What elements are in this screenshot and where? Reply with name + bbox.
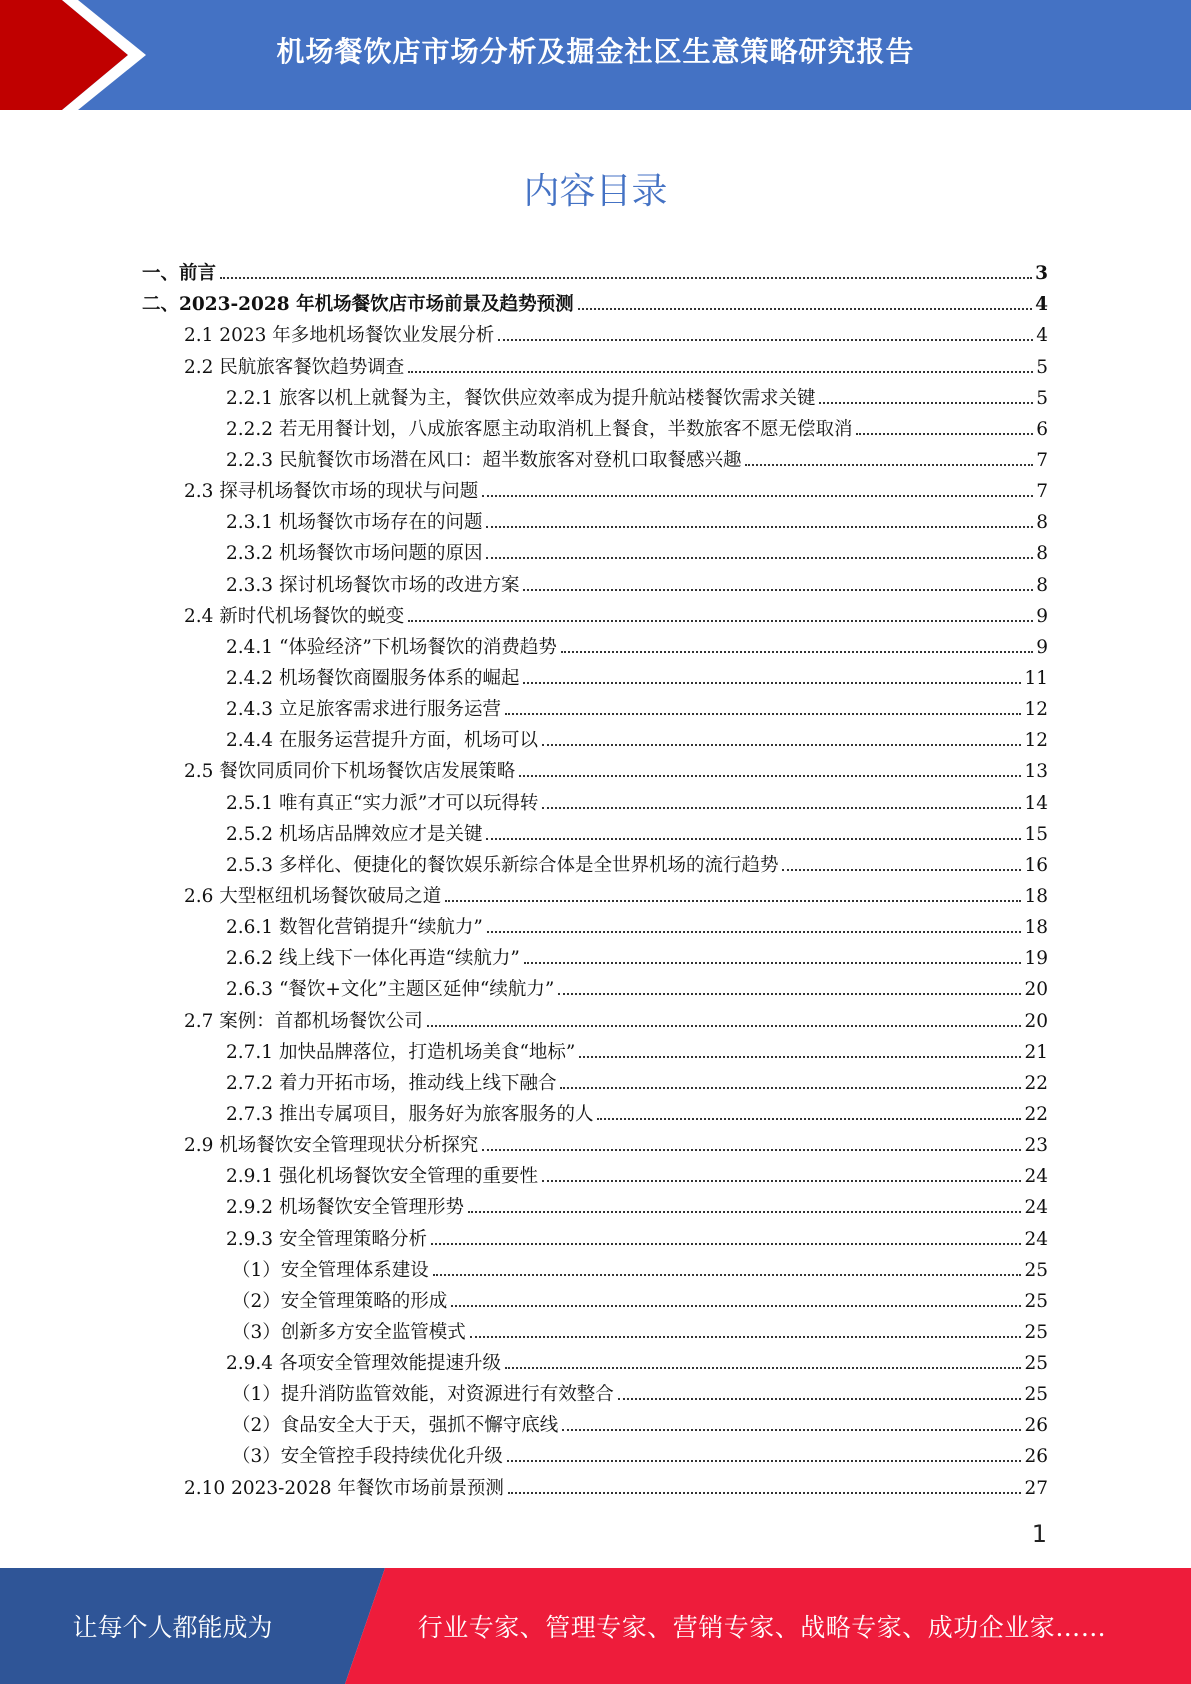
toc-entry-page: 25 [1024,1384,1048,1406]
toc-entry-title: 2.9.3 安全管理策略分析 [226,1228,427,1250]
toc-entry[interactable] [142,1468,1048,1499]
toc-entry-page: 9 [1036,605,1048,627]
toc-entry-title: （1）安全管理体系建设 [232,1259,429,1281]
toc-entry-page: 21 [1024,1041,1048,1063]
toc-entry-title: 2.7 案例：首都机场餐饮公司 [184,1010,423,1032]
toc-leader-dots [220,277,1032,279]
toc-entry[interactable] [142,815,1048,846]
toc-entry-page: 26 [1024,1415,1048,1437]
toc-entry[interactable] [142,690,1048,721]
toc-entry[interactable] [142,1157,1048,1188]
toc-entry-page: 11 [1024,667,1048,689]
toc-entry[interactable] [142,1282,1048,1313]
toc-leader-dots [445,900,1021,902]
toc-entry-page: 13 [1024,761,1048,783]
toc-entry-page: 24 [1024,1228,1048,1250]
toc-leader-dots [558,993,1021,995]
toc-leader-dots [578,308,1033,310]
toc-entry[interactable] [142,1219,1048,1250]
toc-leader-dots [505,713,1021,715]
toc-leader-dots [470,1336,1022,1338]
toc-entry-title: 2.6 大型枢纽机场餐饮破局之道 [184,885,442,907]
toc-leader-dots [427,1025,1022,1027]
toc-leader-dots [482,495,1033,497]
toc-entry-title: （3）安全管控手段持续优化升级 [232,1446,503,1468]
toc-entry-title: 2.5 餐饮同质同价下机场餐饮店发展策略 [184,761,516,783]
document-title: 机场餐饮店市场分析及掘金社区生意策略研究报告 [276,35,915,68]
toc-leader-dots [745,464,1033,466]
toc-entry[interactable] [142,534,1048,565]
toc-entry[interactable] [142,659,1048,690]
toc-entry-page: 8 [1036,574,1048,596]
toc-entry[interactable] [142,379,1048,410]
toc-entry-page: 14 [1024,792,1048,814]
toc-entry-title: （3）创新多方安全监管模式 [232,1321,466,1343]
toc-entry-title: 2.9 机场餐饮安全管理现状分析探究 [184,1135,479,1157]
footer-slogan-left: 让每个人都能成为 [72,1613,273,1642]
toc-entry-title: 2.9.4 各项安全管理效能提速升级 [226,1353,501,1375]
toc-entry-page: 16 [1024,854,1048,876]
toc-leader-dots [782,869,1021,871]
toc-entry-page: 4 [1035,294,1048,316]
toc-entry-page: 20 [1024,1010,1048,1032]
toc-entry[interactable] [142,877,1048,908]
toc-leader-dots [482,1149,1021,1151]
toc-leader-dots [579,1056,1021,1058]
toc-entry-title: 2.9.2 机场餐饮安全管理形势 [226,1197,464,1219]
toc-entry-title: 2.6.3 “餐饮+文化”主题区延伸“续航力” [226,979,555,1001]
toc-entry[interactable] [142,503,1048,534]
toc-entry-title: 2.1 2023 年多地机场餐饮业发展分析 [184,325,495,347]
toc-leader-dots [408,620,1033,622]
toc-entry-title: 2.4 新时代机场餐饮的蜕变 [184,605,405,627]
toc-leader-dots [542,1180,1021,1182]
toc-entry[interactable] [142,254,1048,285]
toc-entry-page: 22 [1024,1072,1048,1094]
toc-entry-title: 2.2.2 若无用餐计划，八成旅客愿主动取消机上餐食，半数旅客不愿无偿取消 [226,418,853,440]
page-header [0,0,1191,110]
toc-leader-dots [431,1243,1021,1245]
toc-entry[interactable] [142,316,1048,347]
toc-entry-title: 2.9.1 强化机场餐饮安全管理的重要性 [226,1166,538,1188]
toc-leader-dots [433,1274,1022,1276]
toc-entry[interactable] [142,846,1048,877]
toc-entry-page: 25 [1024,1321,1048,1343]
toc-leader-dots [560,1087,1021,1089]
toc-entry-title: 二、2023-2028 年机场餐饮店市场前景及趋势预测 [142,294,574,316]
toc-leader-dots [451,1305,1021,1307]
toc-entry[interactable] [142,628,1048,659]
toc-entry-page: 8 [1036,512,1048,534]
toc-entry-title: 2.6.2 线上线下一体化再造“续航力” [226,948,520,970]
toc-entry[interactable] [142,1344,1048,1375]
toc-leader-dots [507,1460,1022,1462]
toc-entry-page: 5 [1036,387,1048,409]
toc-leader-dots [408,371,1033,373]
toc-entry[interactable] [142,1437,1048,1468]
toc-leader-dots [487,931,1022,933]
toc-entry-page: 25 [1024,1290,1048,1312]
toc-leader-dots [523,589,1033,591]
toc-entry-title: 2.7.1 加快品牌落位，打造机场美食“地标” [226,1041,576,1063]
toc-entry-title: 2.2.1 旅客以机上就餐为主，餐饮供应效率成为提升航站楼餐饮需求关键 [226,387,816,409]
toc-entry-title: 2.3.2 机场餐饮市场问题的原因 [226,543,483,565]
toc-entry-title: （2）安全管理策略的形成 [232,1290,448,1312]
toc-entry-title: （1）提升消防监管效能，对资源进行有效整合 [232,1384,614,1406]
table-of-contents [142,254,1048,1500]
toc-entry-page: 15 [1024,823,1048,845]
toc-entry[interactable] [142,1126,1048,1157]
toc-entry-page: 7 [1036,481,1048,503]
toc-entry[interactable] [142,597,1048,628]
toc-entry-page: 4 [1036,325,1048,347]
toc-entry[interactable] [142,752,1048,783]
toc-leader-dots [498,339,1033,341]
toc-entry-title: 2.2.3 民航餐饮市场潜在风口：超半数旅客对登机口取餐感兴趣 [226,449,742,471]
toc-entry-page: 27 [1024,1477,1048,1499]
toc-entry-title: 一、前言 [142,263,217,285]
footer-slogan-right: 行业专家、管理专家、营销专家、战略专家、成功企业家…… [417,1613,1107,1642]
toc-entry[interactable] [142,783,1048,814]
toc-leader-dots [562,1429,1021,1431]
toc-leader-dots [597,1118,1021,1120]
toc-leader-dots [505,1367,1021,1369]
toc-entry-title: （2）食品安全大于天，强抓不懈守底线 [232,1415,559,1437]
toc-entry-page: 24 [1024,1197,1048,1219]
page-number: 1 [1031,1520,1047,1548]
page-footer [0,1568,1191,1684]
toc-entry[interactable] [142,410,1048,441]
toc-leader-dots [524,962,1022,964]
toc-entry-title: 2.4.2 机场餐饮商圈服务体系的崛起 [226,667,520,689]
toc-entry-title: 2.4.1 “体验经济”下机场餐饮的消费趋势 [226,636,557,658]
toc-entry-page: 19 [1024,948,1048,970]
toc-leader-dots [468,1211,1021,1213]
toc-leader-dots [856,433,1033,435]
toc-entry-title: 2.4.3 立足旅客需求进行服务运营 [226,699,501,721]
toc-entry-title: 2.3 探寻机场餐饮市场的现状与问题 [184,481,479,503]
toc-entry-page: 26 [1024,1446,1048,1468]
toc-entry-page: 3 [1035,263,1048,285]
toc-leader-dots [519,775,1021,777]
toc-heading: 内容目录 [523,171,668,212]
toc-entry[interactable] [142,1033,1048,1064]
toc-entry[interactable] [142,1313,1048,1344]
toc-entry-page: 6 [1036,418,1048,440]
toc-entry[interactable] [142,347,1048,378]
toc-entry-page: 12 [1024,730,1048,752]
toc-entry-title: 2.5.3 多样化、便捷化的餐饮娱乐新综合体是全世界机场的流行趋势 [226,854,779,876]
toc-entry-page: 9 [1036,636,1048,658]
toc-entry-title: 2.4.4 在服务运营提升方面，机场可以 [226,730,538,752]
toc-entry-page: 22 [1024,1103,1048,1125]
toc-entry[interactable] [142,565,1048,596]
toc-leader-dots [486,557,1033,559]
toc-leader-dots [508,1492,1022,1494]
toc-entry[interactable] [142,1375,1048,1406]
toc-entry-page: 18 [1024,917,1048,939]
toc-entry-title: 2.7.3 推出专属项目，服务好为旅客服务的人 [226,1103,594,1125]
toc-entry-title: 2.5.2 机场店品牌效应才是关键 [226,823,483,845]
toc-entry[interactable] [142,1251,1048,1282]
toc-entry-page: 12 [1024,699,1048,721]
toc-entry[interactable] [142,1001,1048,1032]
toc-entry-page: 24 [1024,1166,1048,1188]
toc-entry[interactable] [142,285,1048,316]
toc-leader-dots [523,682,1021,684]
toc-leader-dots [618,1398,1022,1400]
toc-entry-title: 2.10 2023-2028 年餐饮市场前景预测 [184,1477,504,1499]
toc-entry[interactable] [142,1188,1048,1219]
toc-entry[interactable] [142,441,1048,472]
toc-entry[interactable] [142,908,1048,939]
toc-entry[interactable] [142,939,1048,970]
toc-entry[interactable] [142,1406,1048,1437]
toc-entry-title: 2.7.2 着力开拓市场，推动线上线下融合 [226,1072,557,1094]
toc-entry-title: 2.3.3 探讨机场餐饮市场的改进方案 [226,574,520,596]
toc-entry[interactable] [142,970,1048,1001]
toc-leader-dots [542,807,1021,809]
toc-entry[interactable] [142,472,1048,503]
toc-entry-page: 25 [1024,1353,1048,1375]
toc-entry[interactable] [142,1095,1048,1126]
toc-entry[interactable] [142,1064,1048,1095]
toc-entry-page: 18 [1024,885,1048,907]
toc-entry-title: 2.6.1 数智化营销提升“续航力” [226,917,483,939]
toc-entry-page: 5 [1036,356,1048,378]
toc-entry-page: 8 [1036,543,1048,565]
toc-entry[interactable] [142,721,1048,752]
toc-leader-dots [561,651,1033,653]
toc-entry-page: 20 [1024,979,1048,1001]
toc-leader-dots [819,402,1033,404]
toc-entry-page: 25 [1024,1259,1048,1281]
toc-leader-dots [542,744,1021,746]
toc-entry-page: 23 [1024,1135,1048,1157]
toc-entry-title: 2.3.1 机场餐饮市场存在的问题 [226,512,483,534]
toc-entry-title: 2.2 民航旅客餐饮趋势调查 [184,356,405,378]
toc-leader-dots [486,838,1021,840]
toc-entry-page: 7 [1036,449,1048,471]
toc-leader-dots [486,526,1033,528]
toc-entry-title: 2.5.1 唯有真正“实力派”才可以玩得转 [226,792,539,814]
